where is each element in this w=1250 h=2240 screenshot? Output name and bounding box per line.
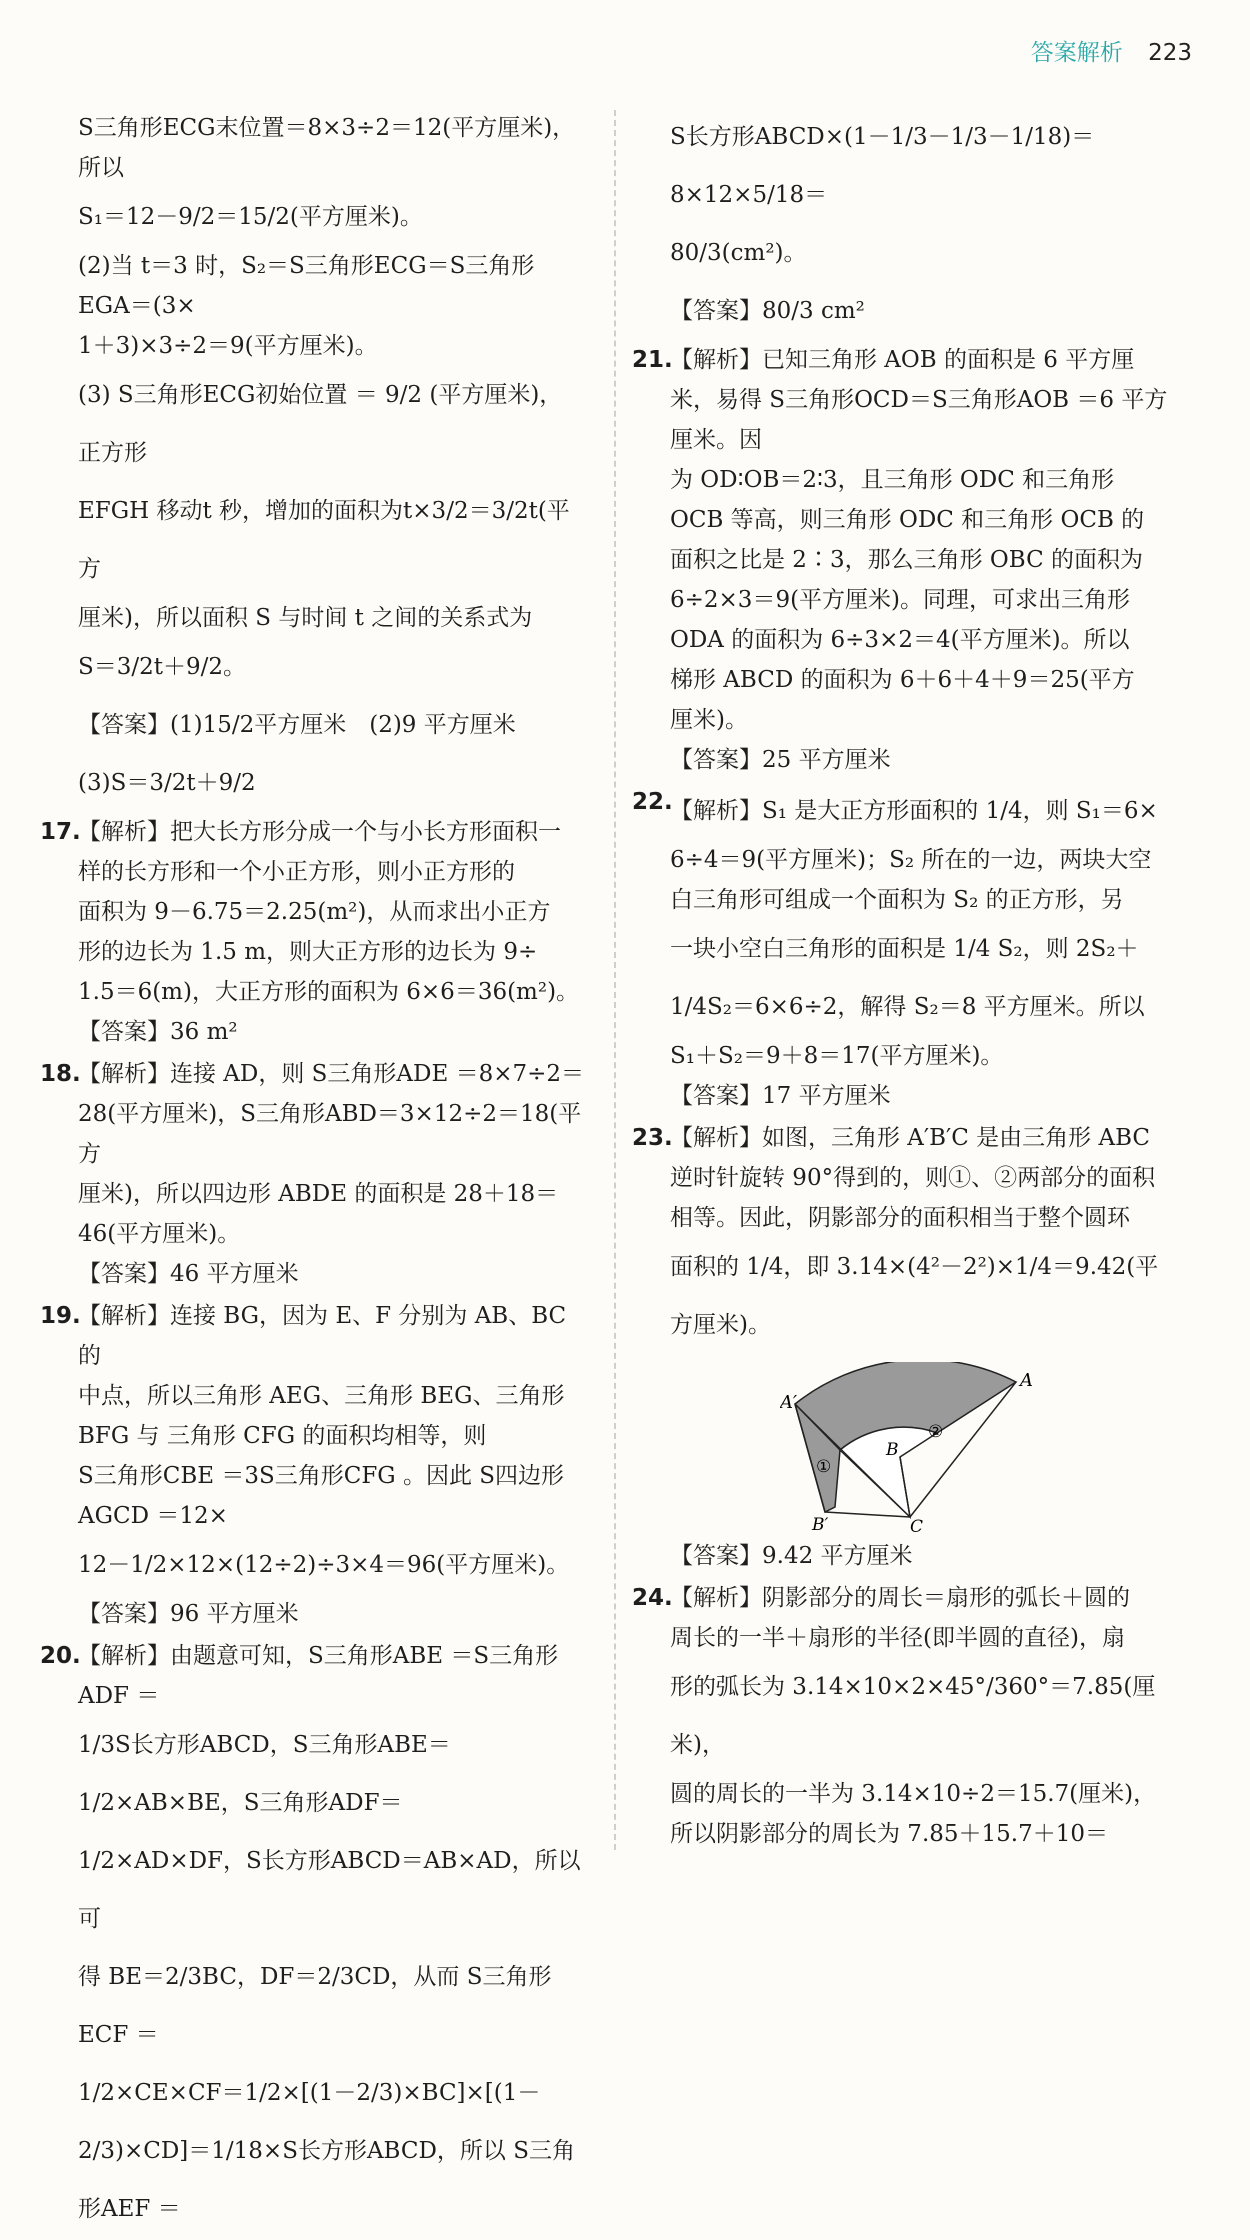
column-divider: [614, 110, 616, 1850]
answer-line: 【答案】80/3 cm²: [670, 298, 865, 324]
text-line: 厘米)，所以面积 S 与时间 t 之间的关系式为: [78, 605, 533, 631]
text-line: S＝3/2t＋9/2。: [78, 654, 247, 680]
text-line: 厘米)，所以四边形 ABDE 的面积是 28＋18＝: [78, 1181, 559, 1207]
text-line: 1＋3)×3÷2＝9(平方厘米)。: [78, 333, 378, 359]
text-line: S₁＋S₂＝9＋8＝17(平方厘米)。: [670, 1043, 1004, 1069]
answer-line: 【答案】17 平方厘米: [670, 1083, 891, 1109]
question-24: [632, 1578, 1187, 1854]
rotation-figure: [780, 1362, 1040, 1532]
answer-line: 【答案】9.42 平方厘米: [670, 1543, 913, 1569]
text-line: EFGH 移动t 秒，增加的面积为t×3/2＝3/2t(平方: [78, 498, 570, 582]
text-line: 【解析】如图，三角形 A′B′C 是由三角形 ABC: [670, 1125, 1151, 1151]
label-b: B: [886, 1440, 899, 1460]
text-line: 面积的 1/4，即 3.14×(4²－2²)×1/4＝9.42(平: [670, 1254, 1159, 1280]
text-line: 面积之比是 2∶3，那么三角形 OBC 的面积为: [670, 547, 1143, 573]
page-header: [1031, 34, 1192, 67]
answer-line: 【答案】36 m²: [78, 1019, 238, 1045]
question-18: [40, 1054, 585, 1294]
question-22: [632, 782, 1187, 1116]
page-number: 223: [1148, 40, 1192, 66]
label-region-1: ①: [816, 1457, 832, 1477]
question-number: 20.: [40, 1643, 81, 1669]
label-c: C: [910, 1517, 924, 1532]
text-line: 梯形 ABCD 的面积为 6＋6＋4＋9＝25(平方: [670, 667, 1135, 693]
text-line: 白三角形可组成一个面积为 S₂ 的正方形，另: [670, 887, 1124, 913]
text-line: S三角形ECG末位置＝8×3÷2＝12(平方厘米)，所以: [78, 115, 576, 181]
text-line: 面积为 9－6.75＝2.25(m²)，从而求出小正方: [78, 899, 551, 925]
question-number: 23.: [632, 1125, 673, 1151]
text-line: 1/3S长方形ABCD，S三角形ABE＝1/2×AB×BE，S三角形ADF＝: [78, 1732, 451, 1816]
text-line: 厘米)。: [670, 707, 748, 733]
text-line: 相等。因此，阴影部分的面积相当于整个圆环: [670, 1205, 1130, 1231]
text-line: 周长的一半＋扇形的半径(即半圆的直径)，扇: [670, 1625, 1125, 1651]
text-line: 样的长方形和一个小正方形，则小正方形的: [78, 859, 515, 885]
text-line: 方厘米)。: [670, 1312, 771, 1338]
answer-line: 【答案】96 平方厘米: [78, 1601, 299, 1627]
text-line: 80/3(cm²)。: [670, 240, 807, 266]
text-line: S长方形ABCD×(1－1/3－1/3－1/18)＝8×12×5/18＝: [670, 124, 1095, 208]
text-line: 28(平方厘米)，S三角形ABD＝3×12÷2＝18(平方: [78, 1101, 582, 1167]
left-column: [40, 108, 585, 2240]
text-line: 6÷2×3＝9(平方厘米)。同理，可求出三角形: [670, 587, 1131, 613]
text-line: 得 BE＝2/3BC，DF＝2/3CD，从而 S三角形ECF ＝: [78, 1964, 552, 2048]
text-line: 12－1/2×12×(12÷2)÷3×4＝96(平方厘米)。: [78, 1552, 570, 1578]
answer-line: 【答案】46 平方厘米: [78, 1261, 299, 1287]
question-number: 18.: [40, 1061, 81, 1087]
label-a: A: [1020, 1370, 1033, 1391]
text-line: S₁＝12－9/2＝15/2(平方厘米)。: [78, 204, 423, 230]
question-19: [40, 1296, 585, 1634]
question-20: [40, 1636, 585, 2238]
text-line: 1/2×CE×CF＝1/2×[(1－2/3)×BC]×[(1－: [78, 2080, 541, 2106]
text-line: 1/2×AD×DF，S长方形ABCD＝AB×AD，所以可: [78, 1848, 581, 1932]
text-line: 【解析】把大长方形分成一个与小长方形面积一: [78, 819, 561, 845]
question-number: 24.: [632, 1585, 673, 1611]
text-line: 【解析】阴影部分的周长＝扇形的弧长＋圆的: [670, 1585, 1130, 1611]
line-b-prime-c: [825, 1512, 910, 1517]
question-23: [632, 1118, 1187, 1576]
question-20-continued: [632, 108, 1187, 340]
text-line: 所以阴影部分的周长为 7.85＋15.7＋10＝: [670, 1821, 1108, 1847]
text-line: 1.5＝6(m)，大正方形的面积为 6×6＝36(m²)。: [78, 979, 580, 1005]
text-line: 逆时针旋转 90°得到的，则①、②两部分的面积: [670, 1165, 1156, 1191]
text-line: 为 OD∶OB＝2∶3，且三角形 ODC 和三角形: [670, 467, 1115, 493]
question-16-continued: [40, 108, 585, 812]
question-number: 21.: [632, 347, 673, 373]
text-line: 【解析】连接 AD，则 S三角形ADE ＝8×7÷2＝: [78, 1061, 585, 1087]
label-a-prime: A′: [780, 1392, 798, 1413]
text-line: 1/4S₂＝6×6÷2，解得 S₂＝8 平方厘米。所以: [670, 994, 1145, 1020]
text-line: OCB 等高，则三角形 ODC 和三角形 OCB 的: [670, 507, 1145, 533]
text-line: 46(平方厘米)。: [78, 1221, 241, 1247]
text-line: 2/3)×CD]＝1/18×S长方形ABCD，所以 S三角形AEF ＝: [78, 2138, 575, 2222]
text-line: 【解析】S₁ 是大正方形面积的 1/4，则 S₁＝6×: [670, 798, 1158, 824]
text-line: (3) S三角形ECG初始位置 ＝ 9/2 (平方厘米)，正方形: [78, 382, 563, 466]
question-17: [40, 812, 585, 1052]
label-region-2: ②: [928, 1422, 944, 1442]
text-line: 形的弧长为 3.14×10×2×45°/360°＝7.85(厘米)，: [670, 1674, 1156, 1758]
text-line: (2)当 t＝3 时，S₂＝S三角形ECG＝S三角形EGA＝(3×: [78, 253, 535, 319]
right-column: [632, 108, 1187, 1856]
text-line: 一块小空白三角形的面积是 1/4 S₂，则 2S₂＋: [670, 936, 1139, 962]
text-line: ODA 的面积为 6÷3×2＝4(平方厘米)。所以: [670, 627, 1130, 653]
section-title: 答案解析: [1030, 40, 1123, 66]
answer-line: 【答案】25 平方厘米: [670, 747, 891, 773]
text-line: BFG 与 三角形 CFG 的面积均相等，则: [78, 1423, 487, 1449]
question-number: 19.: [40, 1303, 81, 1329]
question-21: [632, 340, 1187, 780]
text-line: 【解析】连接 BG，因为 E、F 分别为 AB、BC 的: [78, 1303, 567, 1369]
text-line: 6÷4＝9(平方厘米)；S₂ 所在的一边，两块大空: [670, 847, 1152, 873]
answer-line: (3)S＝3/2t＋9/2: [78, 770, 256, 796]
text-line: 米，易得 S三角形OCD＝S三角形AOB ＝6 平方厘米。因: [670, 387, 1168, 453]
text-line: S三角形CBE ＝3S三角形CFG 。因此 S四边形AGCD ＝12×: [78, 1463, 565, 1529]
text-line: 中点，所以三角形 AEG、三角形 BEG、三角形: [78, 1383, 565, 1409]
text-line: 形的边长为 1.5 m，则大正方形的边长为 9÷: [78, 939, 538, 965]
text-line: 圆的周长的一半为 3.14×10÷2＝15.7(厘米)，: [670, 1781, 1157, 1807]
text-line: 【解析】已知三角形 AOB 的面积是 6 平方厘: [670, 347, 1135, 373]
answer-line: 【答案】(1)15/2平方厘米 (2)9 平方厘米: [78, 712, 516, 738]
question-number: 22.: [632, 789, 673, 815]
text-line: 【解析】由题意可知，S三角形ABE ＝S三角形ADF ＝: [78, 1643, 559, 1709]
question-number: 17.: [40, 819, 81, 845]
label-b-prime: B′: [812, 1515, 829, 1532]
